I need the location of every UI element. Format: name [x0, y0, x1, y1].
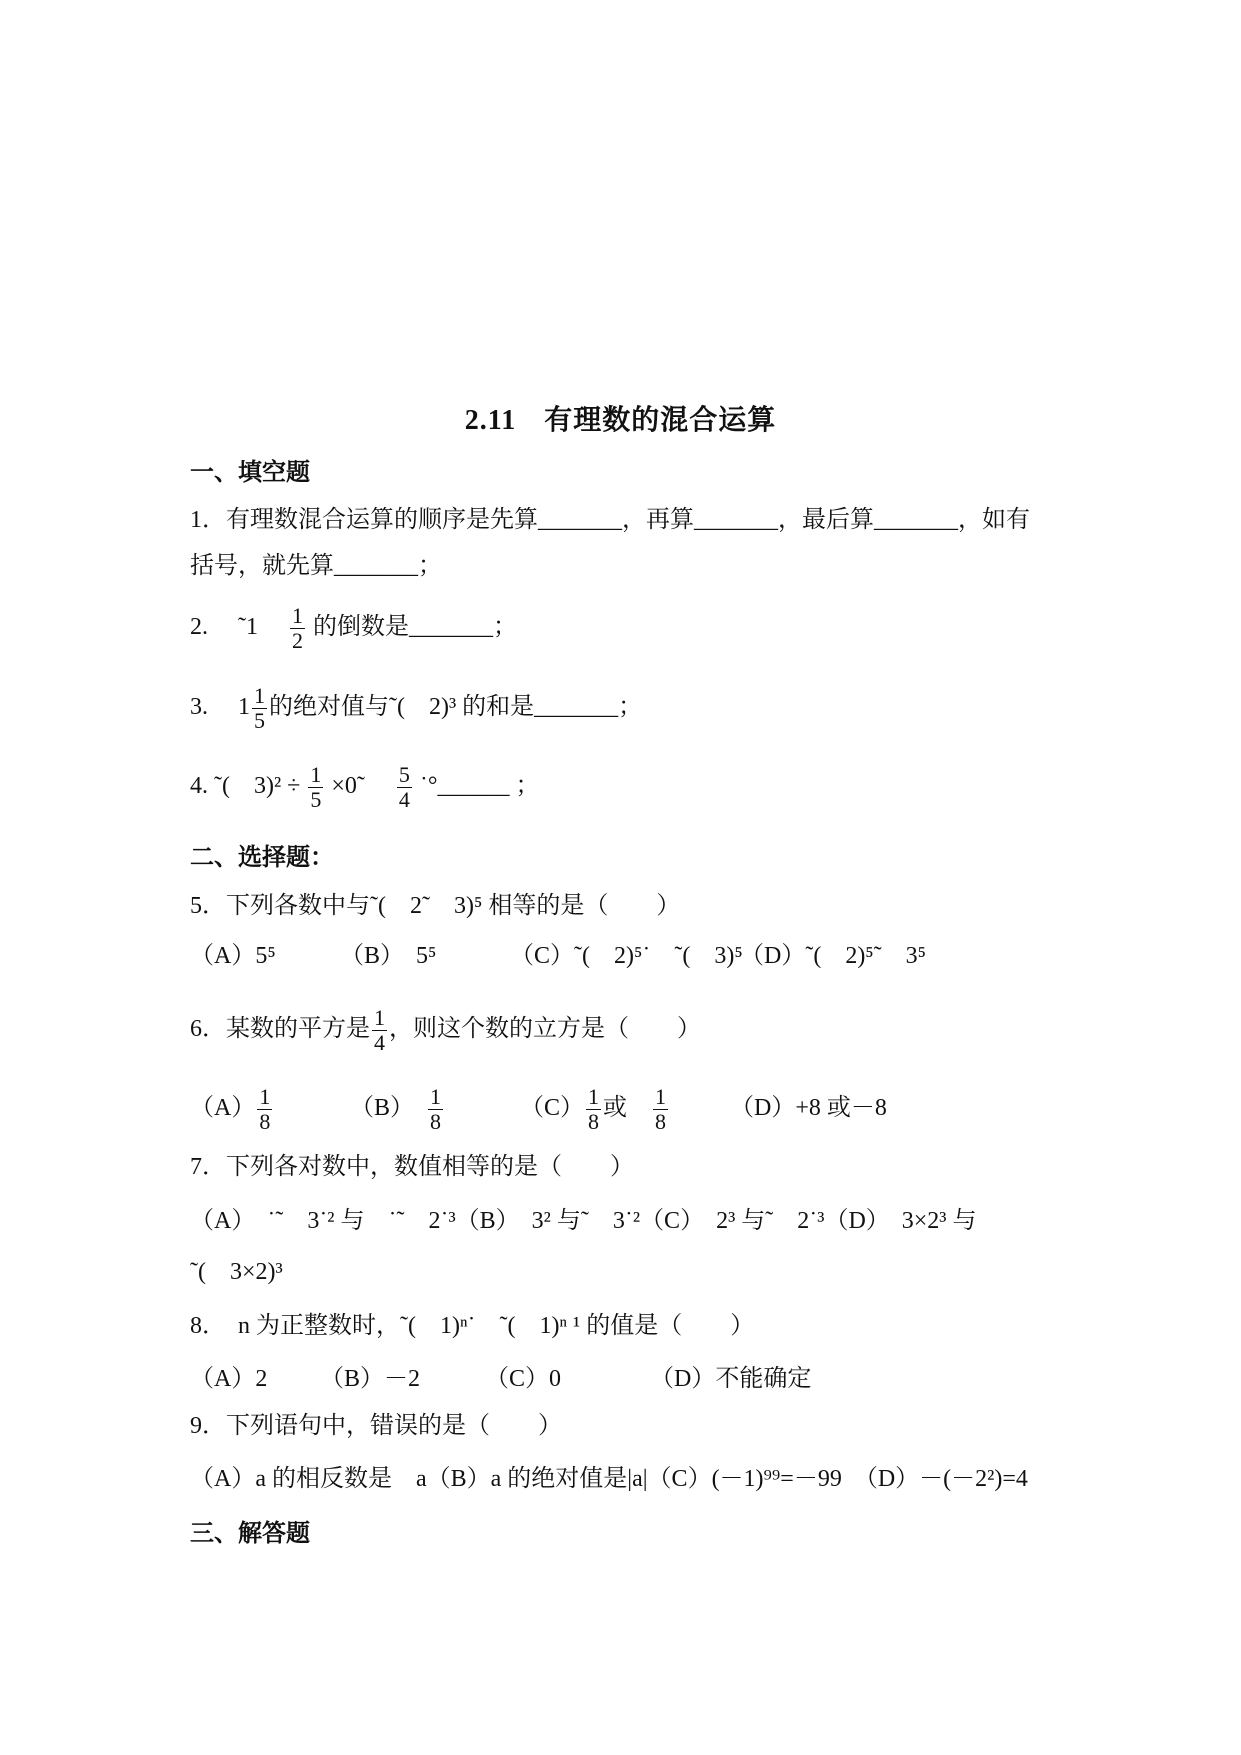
fraction-denominator: 8: [655, 1109, 667, 1134]
question-2: [190, 604, 517, 653]
question-7-options-line-1: （A） ˙˜ 3˙² 与 ˙˜ 2˙³（B） 3² 与˜ 3˙²（C） 2³ 与˜ 2˙³（D） 3×2³ 与: [190, 1208, 977, 1234]
fraction-denominator: 4: [398, 787, 410, 812]
option-c-or: 或: [603, 1095, 628, 1122]
option-d: （D）+8 或－8: [730, 1095, 887, 1122]
fraction-denominator: 5: [310, 787, 322, 812]
question-6-options: [190, 1085, 887, 1134]
option-a-fraction: [257, 1085, 272, 1134]
fraction-denominator: 8: [430, 1109, 442, 1134]
question-3-suffix: 的绝对值与˜( 2)³ 的和是_______；: [269, 694, 643, 721]
fraction-numerator: 1: [588, 1084, 600, 1109]
question-2-fraction: [290, 604, 305, 653]
section-heading-multiple-choice: 二、选择题：: [190, 845, 334, 871]
option-label: （A）: [190, 1095, 256, 1122]
question-7-stem: 7．下列各对数中，数值相等的是（ ）: [190, 1154, 634, 1180]
question-4-fraction-1: [308, 763, 323, 812]
question-7-options-line-2: ˜( 3×2)³: [190, 1259, 283, 1285]
question-4-fraction-2: [397, 763, 412, 812]
question-4-suffix: ˙°______ ；: [419, 773, 540, 800]
option-b-fraction: [428, 1085, 443, 1134]
question-6-stem-text: 6．某数的平方是: [190, 1016, 370, 1043]
question-6-stem-tail: ，则这个数的立方是（ ）: [389, 1016, 701, 1043]
question-4-prefix: 4. ˜( 3)² ÷: [190, 773, 301, 800]
fraction-numerator: 1: [374, 1005, 385, 1030]
question-1-line-2: 括号，就先算_______；: [190, 553, 442, 579]
question-8-stem: 8． n 为正整数时，˜( 1)ⁿ˙ ˜( 1)ⁿ ¹ 的值是（ ）: [190, 1313, 755, 1339]
option-label: （B）: [350, 1095, 403, 1122]
section-heading-solve: 三、解答题: [190, 1521, 310, 1547]
question-6-fraction: [372, 1006, 387, 1055]
option-b: （B） 5⁵: [340, 943, 437, 969]
option-c-fraction-1: [586, 1085, 601, 1134]
fraction-numerator: 1: [254, 683, 265, 708]
fraction-denominator: 4: [374, 1030, 385, 1055]
option-a: （A）2: [190, 1366, 268, 1392]
question-9-options: （A）a 的相反数是 a（B）a 的绝对值是|a|（C）(－1)⁹⁹=－99 （D）－(－2²)=4: [190, 1466, 1028, 1492]
fraction-denominator: 2: [292, 628, 303, 653]
fraction-denominator: 5: [254, 708, 265, 733]
question-9-stem: 9．下列语句中，错误的是（ ）: [190, 1413, 562, 1439]
option-a: [190, 1085, 350, 1134]
question-4: [190, 763, 539, 812]
option-d: （D）˜( 2)⁵˜ 3⁵: [740, 943, 927, 969]
option-b: [350, 1085, 520, 1134]
option-c-fraction-2: [653, 1085, 668, 1134]
fraction-numerator: 5: [398, 762, 410, 787]
fraction-numerator: 1: [259, 1084, 271, 1109]
option-c: （C）0: [485, 1366, 562, 1392]
title-text: 有理数的混合运算: [544, 405, 777, 436]
fraction-numerator: 1: [430, 1084, 442, 1109]
question-5-stem: 5．下列各数中与˜( 2˜ 3)⁵ 相等的是（ ）: [190, 893, 681, 919]
option-c: [520, 1085, 730, 1134]
fraction-numerator: 1: [292, 603, 303, 628]
title-number: 2.11: [464, 405, 517, 436]
question-3-prefix: 3. 1: [190, 694, 250, 721]
question-2-prefix: 2. ˜1: [190, 614, 282, 641]
option-c: （C）˜( 2)⁵˙ ˜( 3)⁵: [510, 943, 743, 969]
question-6-stem: [190, 1006, 701, 1055]
question-8-options: [190, 1363, 811, 1395]
question-3-fraction: [252, 684, 267, 733]
option-d: （D）不能确定: [650, 1366, 812, 1392]
fraction-numerator: 1: [655, 1084, 667, 1109]
page-title: [0, 398, 1241, 438]
option-b: （B）－2: [320, 1366, 421, 1392]
question-4-middle: ×0˜: [331, 773, 389, 800]
fraction-numerator: 1: [310, 762, 322, 787]
question-3: [190, 684, 642, 733]
section-heading-fill-blank: 一、填空题: [190, 460, 310, 486]
question-2-suffix: 的倒数是_______；: [313, 614, 517, 641]
question-1-line-1: 1．有理数混合运算的顺序是先算_______，再算_______，最后算_______，如有: [190, 507, 1030, 533]
fraction-denominator: 8: [588, 1109, 600, 1134]
option-a: （A）5⁵: [190, 943, 276, 969]
option-label: （C）: [520, 1095, 585, 1122]
question-5-options: [190, 940, 926, 972]
fraction-denominator: 8: [259, 1109, 271, 1134]
